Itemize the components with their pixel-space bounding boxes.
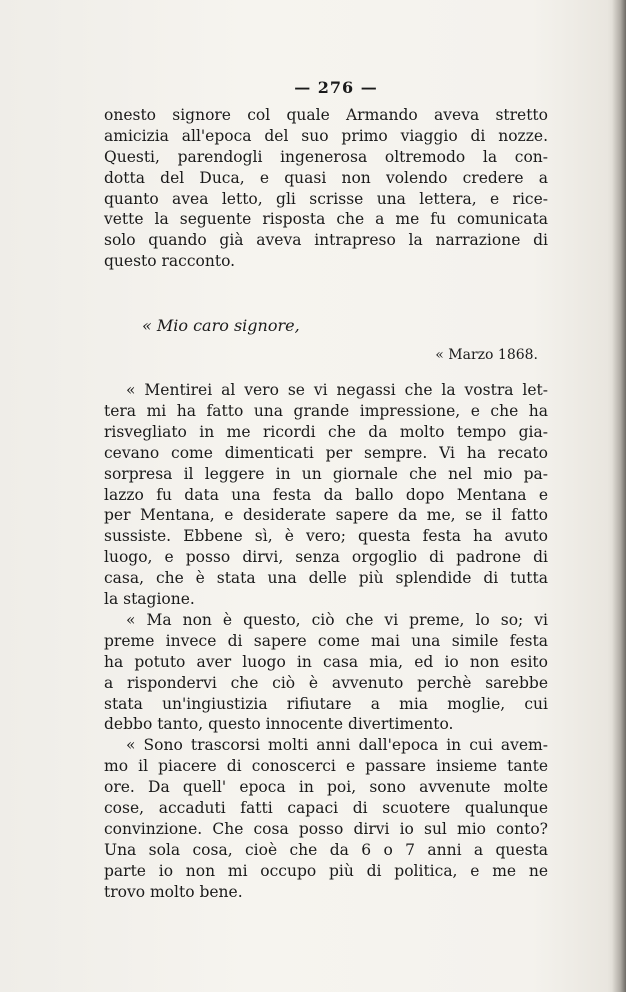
letter-date: « Marzo 1868. [435, 347, 538, 364]
text-line: debbo tanto, questo innocente divertimento. [104, 715, 454, 734]
letter-paragraph-1 [104, 380, 548, 610]
binding-shadow [612, 0, 626, 992]
text-line: Una sola cosa, cioè che da 6 o 7 anni a questa [104, 840, 548, 859]
letter-paragraph-2 [104, 610, 548, 735]
text-line: a rispondervi che ciò è avvenuto perchè sarebbe [104, 673, 548, 692]
text-line: lazzo fu data una festa da ballo dopo Mentana e [104, 485, 548, 504]
text-line: « Sono trascorsi molti anni dall'epoca in cui avem- [126, 736, 548, 755]
text-line: casa, che è stata una delle più splendide di tutta [104, 569, 548, 588]
text-line: la stagione. [104, 590, 195, 609]
text-line: sussiste. Ebbene sì, è vero; questa festa ha avuto [104, 527, 548, 546]
text-line: convinzione. Che cosa posso dirvi io sul mio conto? [104, 820, 548, 838]
text-line: vette la seguente risposta che a me fu comunicata [104, 210, 548, 229]
text-line: stata un'ingiustizia rifiutare a mia moglie, cui [104, 694, 548, 713]
text-line: sorpresa il leggere in un giornale che nel mio pa- [104, 464, 548, 483]
text-line: « Ma non è questo, ciò che vi preme, lo so; vi [126, 610, 548, 629]
text-line: Questi, parendogli ingenerosa oltremodo la con- [104, 147, 548, 166]
page-number: — 276 — [294, 78, 378, 97]
text-line: tera mi ha fatto una grande impressione, e che ha [104, 401, 548, 420]
text-line: preme invece di sapere come mai una simile festa [104, 631, 548, 650]
text-line: trovo molto bene. [104, 882, 243, 901]
text-line: per Mentana, e desiderate sapere da me, se il fatto [104, 506, 548, 525]
paragraph-intro [104, 105, 548, 272]
text-line: ha potuto aver luogo in casa mia, ed io non esito [104, 652, 548, 671]
text-line: mo il piacere di conoscerci e passare insieme tante [104, 757, 548, 776]
text-line: ore. Da quell' epoca in poi, sono avvenute molte [104, 778, 548, 797]
text-line: « Mentirei al vero se vi negassi che la vostra let- [126, 380, 548, 399]
text-line: luogo, e posso dirvi, senza orgoglio di padrone di [104, 548, 548, 567]
text-line: cevano come dimenticati per sempre. Vi ha recato [104, 443, 548, 462]
text-line: parte io non mi occupo più di politica, e me ne [104, 861, 548, 880]
text-line: risvegliato in me ricordi che da molto tempo gia- [104, 422, 548, 441]
text-line: solo quando già aveva intrapreso la narrazione di [104, 231, 548, 250]
text-line: amicizia all'epoca del suo primo viaggio di nozze. [104, 126, 548, 145]
letter-salutation: « Mio caro signore, [142, 316, 300, 336]
text-line: dotta del Duca, e quasi non volendo credere a [104, 168, 548, 187]
letter-paragraph-3 [104, 735, 548, 902]
text-line: cose, accaduti fatti capaci di scuotere qualunque [104, 799, 548, 818]
text-line: onesto signore col quale Armando aveva stretto [104, 105, 548, 124]
text-block [104, 78, 548, 903]
text-line: quanto avea letto, gli scrisse una lettera, e rice- [104, 189, 548, 208]
text-line: questo racconto. [104, 252, 236, 271]
